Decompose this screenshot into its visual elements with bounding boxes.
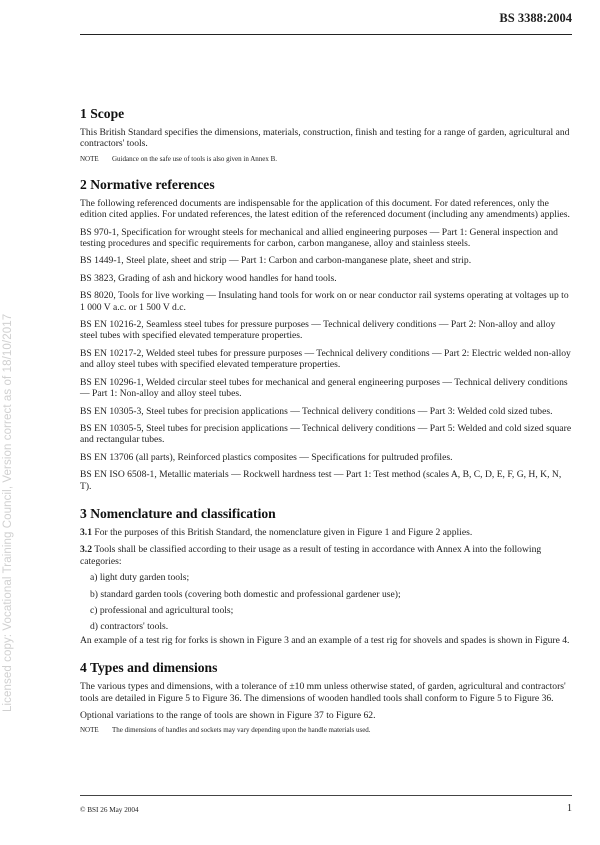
note-label: NOTE [80,726,99,735]
page-content [80,106,572,735]
clause-text: Tools shall be classified according to their usage as a result of testing in accordance with Annex A into the following categories: [80,544,542,567]
clause-3-2 [80,544,572,567]
note-text: Guidance on the safe use of tools is also given in Annex B. [112,154,278,163]
section-heading: 3 Nomenclature and classification [80,505,276,521]
reference-item: BS EN 10305-5, Steel tubes for precision applications — Technical delivery conditions — Part 5: Welded and cold sized square and rectangular tubes. [80,422,572,446]
section-heading: 4 Types and dimensions [80,660,218,676]
reference-item: BS 3823, Grading of ash and hickory wood handles for hand tools. [80,272,337,284]
reference-item: BS EN ISO 6508-1, Metallic materials — Rockwell hardness test — Part 1: Test method (scales A, B, C, D, E, F, G, H, K, N, T). [80,469,562,492]
reference-item: BS EN 10217-2, Welded steel tubes for pressure purposes — Technical delivery conditions — Part 2: Electric welded non-alloy and alloy steel tubes with specified elevated temperature properties. [80,347,571,371]
section-nomenclature [80,506,572,646]
paragraph: Optional variations to the range of tools are shown in Figure 37 to Figure 62. [80,710,376,721]
reference-item: BS EN 10305-3, Steel tubes for precision applications — Technical delivery conditions — Part 3: Welded cold sized tubes. [80,405,553,417]
note [80,154,572,164]
standard-number: BS 3388:2004 [499,11,572,25]
list-item: c) professional and agricultural tools; [90,604,234,616]
reference-item: BS 970-1, Specification for wrought steels for mechanical and allied engineering purposes — Part 1: General inspection and testing procedures and specific requirements for carbon, carbon manganese, alloy and stainless steels. [80,226,558,250]
clause-3-1 [80,527,572,538]
note-label: NOTE [80,154,99,163]
clause-number: 3.1 [80,526,92,538]
header-rule [80,34,572,35]
footer-rule [80,795,572,796]
section-heading: 2 Normative references [80,176,215,192]
paragraph: This British Standard specifies the dimensions, materials, construction, finish and testing for a range of garden, agricultural and contractors' tools. [80,127,570,150]
list-item: b) standard garden tools (covering both domestic and professional gardener use); [90,588,401,600]
note [80,725,572,735]
section-heading: 1 Scope [80,106,125,121]
copyright-text: © BSI 26 May 2004 [80,806,139,814]
note-text: The dimensions of handles and sockets may vary depending upon the handle materials used. [112,726,371,735]
section-scope [80,106,572,164]
paragraph: An example of a test rig for forks is shown in Figure 3 and an example of a test rig for shovels and spades is shown in Figure 4. [80,634,570,646]
clause-text: For the purposes of this British Standard, the nomenclature given in Figure 1 and Figure 2 applies. [94,526,473,538]
category-list [90,572,572,633]
list-item: a) light duty garden tools; [90,572,190,584]
reference-item: BS 8020, Tools for live working — Insulating hand tools for work on or near conductor rail systems operating at voltages up to 1 000 V a.c. or 1 500 V d.c. [80,290,569,313]
section-normative-references [80,177,572,492]
reference-item: BS 1449-1, Steel plate, sheet and strip — Part 1: Carbon and carbon-manganese plate, sheet and strip. [80,255,472,267]
section-types-dimensions [80,660,572,735]
paragraph: The following referenced documents are indispensable for the application of this document. For dated references, only the edition cited applies. For undated references, the latest edition of the referenced document (including any amendments) applies. [80,197,570,221]
clause-number: 3.2 [80,544,92,556]
paragraph: The various types and dimensions, with a tolerance of ±10 mm unless otherwise stated, of garden, agricultural and contractors' tools are detailed in Figure 5 to Figure 36. The dimensions of wooden handled tools shall conform to Figure 5 to Figure 36. [80,681,566,704]
list-item: d) contractors' tools. [90,621,169,633]
reference-item: BS EN 10296-1, Welded circular steel tubes for mechanical and general engineering purposes — Technical delivery conditions — Part 1: Non-alloy and alloy steel tubes. [80,376,568,400]
reference-item: BS EN 13706 (all parts), Reinforced plastics composites — Specifications for pultruded profiles. [80,451,453,463]
page-number: 1 [567,803,572,814]
reference-item: BS EN 10216-2, Seamless steel tubes for pressure purposes — Technical delivery conditions — Part 2: Non-alloy and alloy steel tubes with specified elevated temperature properties. [80,319,556,342]
license-watermark: Licensed copy: Vocational Training Council, Version correct as of 18/10/2017 [2,313,14,712]
